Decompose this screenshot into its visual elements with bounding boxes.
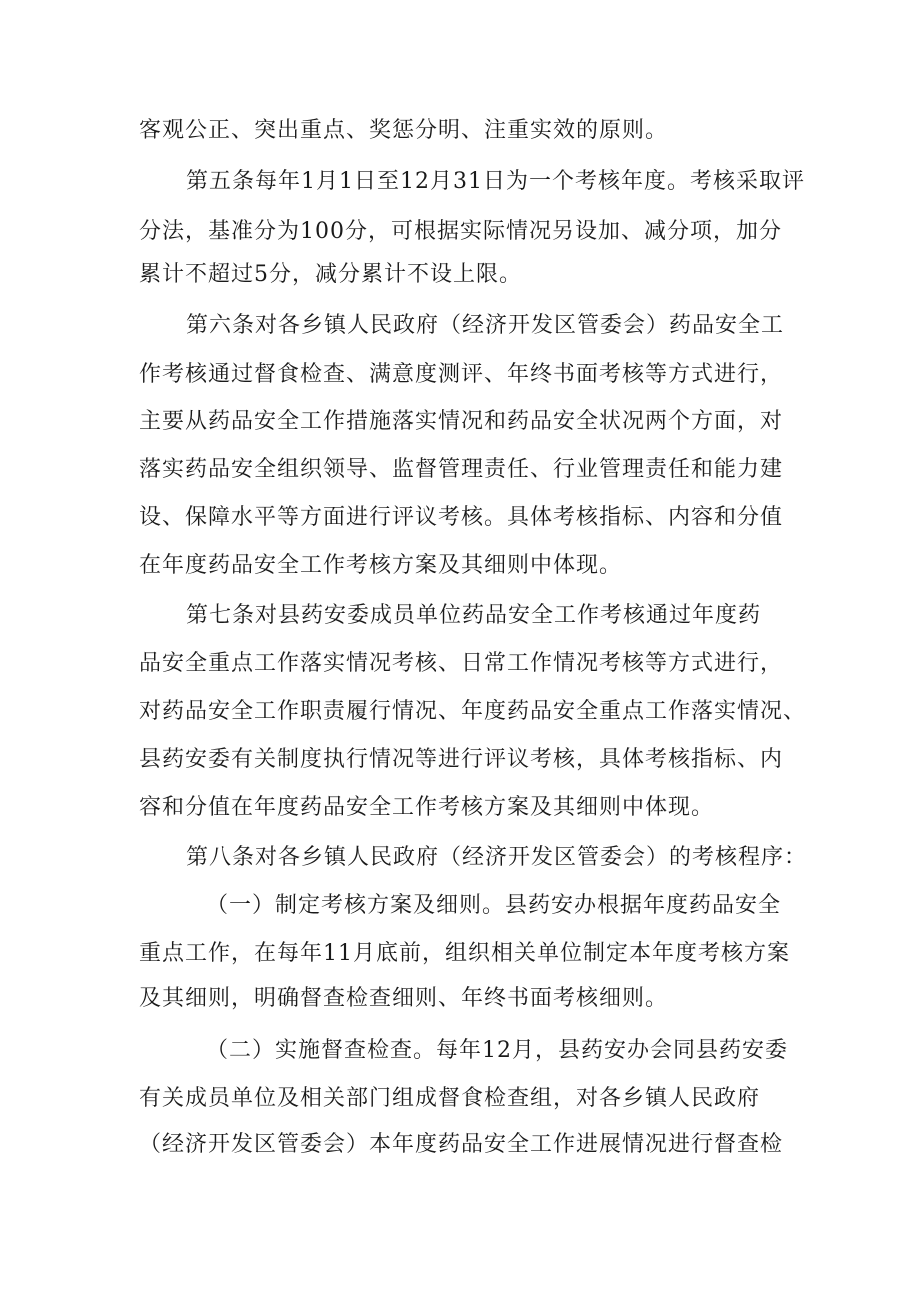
text-line: 作考核通过督食检查、满意度测评、年终书面考核等方式进行， [139,362,784,387]
article-7-line: 第七条对县药安委成员单位药品安全工作考核通过年度药 [186,603,762,628]
article-6-line: 第六条对各乡镇人民政府（经济开发区管委会）药品安全工 [186,313,785,338]
text-line: 主要从药品安全工作措施落实情况和药品安全状况两个方面，对 [139,409,784,434]
text-line: 县药安委有关制度执行情况等进行评议考核，具体考核指标、内 [139,747,784,772]
text-line: 分法，基准分为100分，可根据实际情况另设加、减分项，加分 [139,219,782,244]
text-line: 在年度药品安全工作考核方案及其细则中体现。 [139,553,623,578]
text-line: 设、保障水平等方面进行评议考核。具体考核指标、内容和分值 [139,505,784,530]
item-1-line: （一）制定考核方案及细则。县药安办根据年度药品安全 [206,893,782,918]
text-line: 容和分值在年度药品安全工作考核方案及其细则中体现。 [139,795,715,820]
text-line: 及其细则，明确督查检查细则、年终书面考核细则。 [139,986,669,1011]
text-line: 重点工作，在每年11月底前，组织相关单位制定本年度考核方案 [139,941,790,966]
text-line: 对药品安全工作职责履行情况、年度药品安全重点工作落实情况、 [139,699,807,724]
text-line: 品安全重点工作落实情况考核、日常工作情况考核等方式进行， [139,651,784,676]
text-line: 落实药品安全组织领导、监督管理责任、行业管理责任和能力建 [139,457,784,482]
text-line: 累计不超过5分，减分累计不设上限。 [139,262,522,287]
text-line: 客观公正、突出重点、奖惩分明、注重实效的原则。 [139,118,669,143]
text-line: 有关成员单位及相关部门组成督食检查组，对各乡镇人民政府 [139,1086,761,1111]
item-2-line: （二）实施督查检查。每年12月，县药安办会同县药安委 [206,1038,788,1063]
article-5-line: 第五条每年1月1日至12月31日为一个考核年度。考核采取评 [186,169,805,194]
article-8-line: 第八条对各乡镇人民政府（经济开发区管委会）的考核程序： [186,845,808,870]
text-line: （经济开发区管委会）本年度药品安全工作进展情况进行督查检 [139,1132,784,1157]
